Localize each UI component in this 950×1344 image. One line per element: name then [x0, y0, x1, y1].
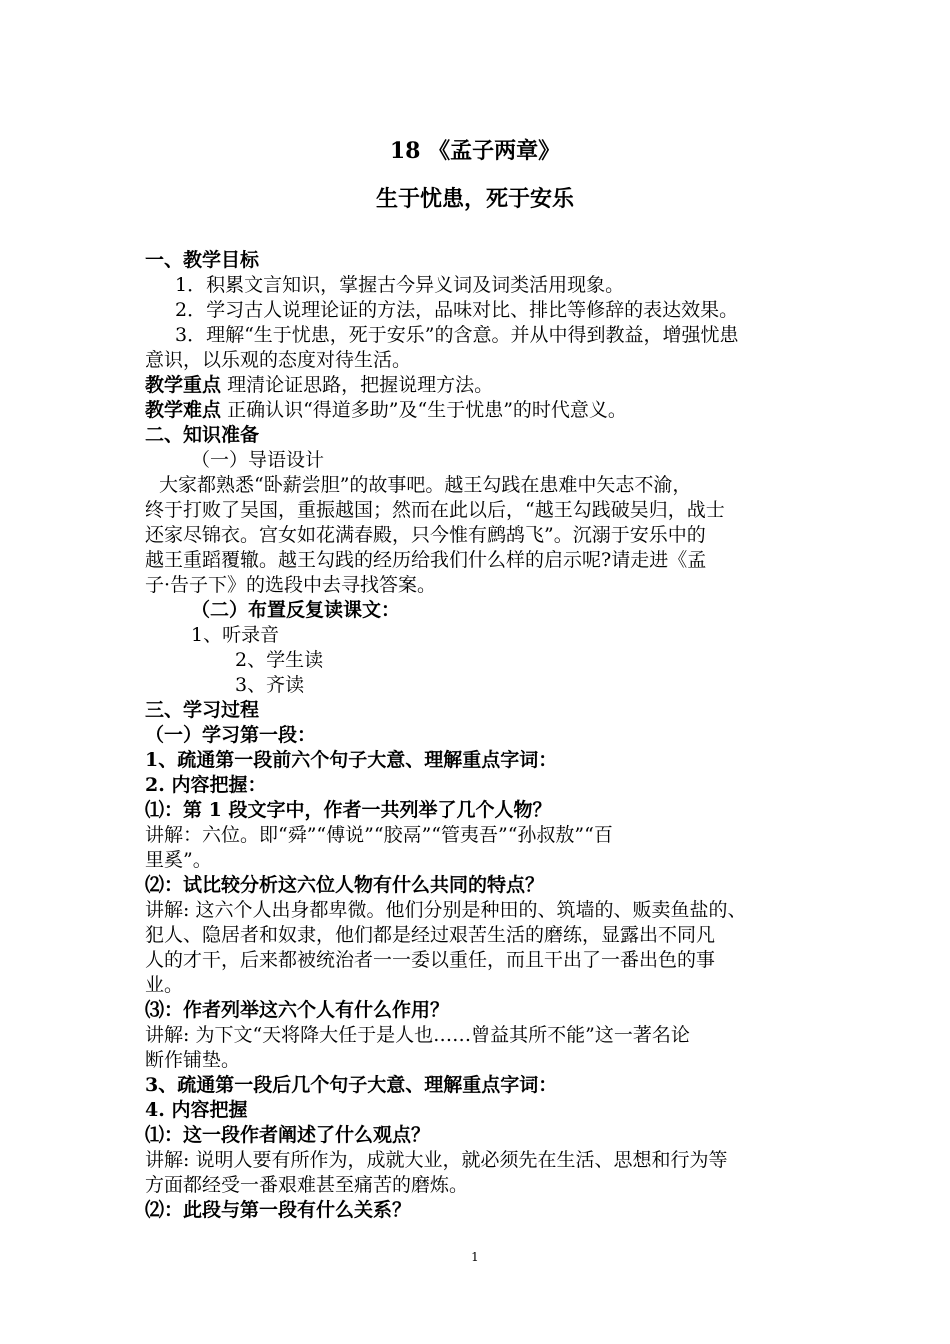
goal-item-continued: 意识，以乐观的态度对待生活。 — [145, 349, 412, 371]
goal-item: 3．理解“生于忧患，死于安乐”的含意。并从中得到教益，增强忧患 — [175, 324, 739, 346]
question: ⑵：试比较分析这六位人物有什么共同的特点？ — [145, 874, 545, 896]
section-heading: 一、教学目标 — [145, 249, 260, 271]
step-heading: 3、疏通第一段后几个句子大意、理解重点字词： — [145, 1074, 558, 1096]
goal-item: 1．积累文言知识，掌握古今异义词及词类活用现象。 — [175, 274, 625, 296]
page-subtitle: 生于忧患，死于安乐 — [375, 186, 574, 212]
document-body — [145, 248, 810, 1223]
step-heading: 2. 内容把握： — [145, 774, 267, 796]
section-heading: 二、知识准备 — [145, 424, 260, 446]
step-heading: 4. 内容把握 — [145, 1099, 248, 1121]
sub-heading: （一）学习第一段： — [145, 724, 317, 746]
list-item: 2、学生读 — [235, 649, 324, 671]
difficult-point-label: 教学难点 — [145, 399, 222, 421]
paragraph-line: 子·告子下》的选段中去寻找答案。 — [145, 574, 437, 596]
answer-line: 讲解：六位。即“舜”“傅说”“胶鬲”“管夷吾”“孙叔敖”“百 — [145, 824, 613, 846]
answer-line: 里奚”。 — [145, 849, 212, 871]
answer-line: 犯人、隐居者和奴隶，他们都是经过艰苦生活的磨练，显露出不同凡 — [145, 924, 716, 946]
key-point-text: 理清论证思路，把握说理方法。 — [227, 374, 494, 396]
goal-item: 2．学习古人说理论证的方法，品味对比、排比等修辞的表达效果。 — [175, 299, 739, 321]
sub-heading: （二）布置反复读课文： — [191, 599, 401, 621]
question: ⑵：此段与第一段有什么关系？ — [145, 1199, 412, 1221]
answer-line: 业。 — [145, 974, 184, 996]
step-heading: 1、疏通第一段前六个句子大意、理解重点字词： — [145, 749, 558, 771]
key-point-label: 教学重点 — [145, 374, 222, 396]
paragraph-line: 大家都熟悉“卧薪尝胆”的故事吧。越王勾践在患难中矢志不渝， — [159, 474, 692, 496]
list-item: 3、齐读 — [235, 674, 305, 696]
question: ⑴：这一段作者阐述了什么观点？ — [145, 1124, 431, 1146]
page-title: 18 《孟子两章》 — [389, 138, 561, 164]
answer-line: 讲解: 说明人要有所作为，成就大业，就必须先在生活、思想和行为等 — [145, 1149, 728, 1171]
difficult-point-text: 正确认识“得道多助”及“生于忧患”的时代意义。 — [227, 399, 627, 421]
paragraph-line: 终于打败了吴国，重振越国；然而在此以后，“越王勾践破吴归，战士 — [145, 499, 725, 521]
question: ⑴：第 1 段文字中，作者一共列举了几个人物？ — [145, 799, 552, 821]
list-item: 1、听录音 — [191, 624, 280, 646]
sub-heading: （一）导语设计 — [191, 449, 325, 471]
difficult-point-line — [145, 398, 810, 423]
answer-line: 讲解: 这六个人出身都卑微。他们分别是种田的、筑墙的、贩卖鱼盐的、 — [145, 899, 747, 921]
page-number: 1 — [471, 1250, 479, 1264]
paragraph-line: 越王重蹈覆辙。越王勾践的经历给我们什么样的启示呢?请走进《孟 — [145, 549, 707, 571]
answer-line: 断作铺垫。 — [145, 1049, 241, 1071]
section-heading: 三、学习过程 — [145, 699, 260, 721]
question: ⑶：作者列举这六个人有什么作用？ — [145, 999, 450, 1021]
answer-line: 方面都经受一番艰难甚至痛苦的磨炼。 — [145, 1174, 469, 1196]
answer-line: 人的才干，后来都被统治者一一委以重任，而且干出了一番出色的事 — [145, 949, 716, 971]
key-point-line — [145, 373, 810, 398]
answer-line: 讲解: 为下文“天将降大任于是人也……曾益其所不能”这一著名论 — [145, 1024, 690, 1046]
paragraph-line: 还家尽锦衣。宫女如花满春殿，只今惟有鹧鸪飞”。沉溺于安乐中的 — [145, 524, 706, 546]
